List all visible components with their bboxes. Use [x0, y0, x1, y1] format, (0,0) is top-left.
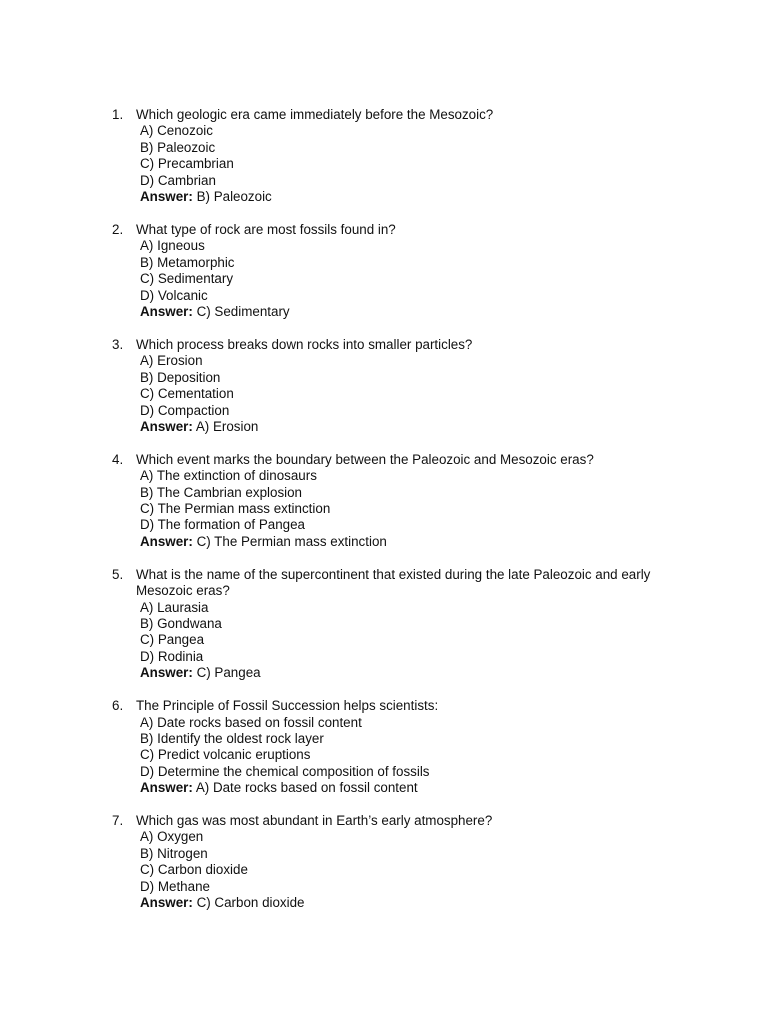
option: A) Date rocks based on fossil content [140, 714, 362, 730]
option: A) Oxygen [140, 829, 204, 845]
question-item [112, 567, 712, 682]
answer-label: Answer: [140, 533, 193, 549]
question-number: 1. [112, 107, 124, 122]
answer-line [112, 895, 712, 911]
answer-label: Answer: [140, 895, 193, 911]
option: D) Compaction [140, 402, 230, 418]
option: A) Cenozoic [140, 123, 213, 139]
option: D) Cambrian [140, 172, 216, 188]
option-list [112, 123, 712, 189]
question-text: Which event marks the boundary between the Paleozoic and Mesozoic eras? [136, 451, 594, 467]
question-item [112, 222, 712, 320]
answer-line [112, 780, 712, 796]
question-number: 6. [112, 698, 124, 714]
option: C) Pangea [140, 632, 205, 648]
question-text: Which geologic era came immediately before the Mesozoic? [136, 107, 494, 122]
option-list [112, 238, 712, 304]
answer-value: A) Erosion [195, 418, 259, 434]
option-list [112, 829, 712, 895]
option: A) Igneous [140, 238, 205, 254]
answer-line [112, 304, 712, 320]
answer-line [112, 189, 712, 205]
option: C) The Permian mass extinction [140, 501, 331, 517]
option-list [112, 715, 712, 781]
option: C) Cementation [140, 386, 234, 402]
question-number: 5. [112, 566, 124, 582]
question-text: The Principle of Fossil Succession helps scientists: [136, 698, 439, 714]
option: A) The extinction of dinosaurs [140, 468, 317, 484]
option: D) Methane [140, 878, 210, 894]
question-list [112, 107, 712, 928]
option: B) Nitrogen [140, 845, 208, 861]
question-text: What type of rock are most fossils found in? [136, 221, 396, 237]
option-list [112, 468, 712, 534]
answer-line [112, 419, 712, 435]
answer-line [112, 665, 712, 681]
question-number: 7. [112, 813, 124, 829]
answer-value: C) The Permian mass extinction [196, 533, 387, 549]
answer-label: Answer: [140, 665, 193, 681]
option: B) Paleozoic [140, 139, 216, 155]
option: B) Metamorphic [140, 254, 235, 270]
option: C) Predict volcanic eruptions [140, 747, 311, 763]
answer-label: Answer: [140, 780, 193, 796]
option: D) Volcanic [140, 287, 208, 303]
option-list [112, 353, 712, 419]
option-list [112, 600, 712, 666]
question-item [112, 452, 712, 550]
question-number: 3. [112, 336, 124, 352]
question-number: 2. [112, 221, 124, 237]
answer-label: Answer: [140, 303, 193, 319]
question-text: Which process breaks down rocks into smaller particles? [136, 336, 473, 352]
question-text: Which gas was most abundant in Earth’s early atmosphere? [136, 813, 493, 829]
option: C) Carbon dioxide [140, 862, 248, 878]
question-item [112, 107, 712, 205]
answer-value: C) Sedimentary [196, 303, 290, 319]
option: B) The Cambrian explosion [140, 484, 303, 500]
option: A) Erosion [140, 353, 203, 369]
question-item [112, 337, 712, 435]
answer-label: Answer: [140, 418, 193, 434]
option: D) Determine the chemical composition of fossils [140, 763, 430, 779]
answer-value: C) Carbon dioxide [196, 895, 305, 911]
option: C) Sedimentary [140, 271, 234, 287]
option: B) Identify the oldest rock layer [140, 730, 324, 746]
question-number: 4. [112, 451, 124, 467]
question-item [112, 813, 712, 911]
option: D) The formation of Pangea [140, 517, 305, 533]
answer-label: Answer: [140, 189, 193, 205]
option: C) Precambrian [140, 156, 234, 172]
option: B) Deposition [140, 369, 221, 385]
question-item [112, 698, 712, 796]
option: D) Rodinia [140, 648, 204, 664]
answer-value: C) Pangea [196, 665, 261, 681]
answer-value: B) Paleozoic [196, 189, 272, 205]
answer-line [112, 534, 712, 550]
option: A) Laurasia [140, 599, 209, 615]
answer-value: A) Date rocks based on fossil content [195, 780, 418, 796]
option: B) Gondwana [140, 615, 222, 631]
question-text: What is the name of the supercontinent that existed during the late Paleozoic and early Mesozoic eras? [136, 566, 651, 599]
